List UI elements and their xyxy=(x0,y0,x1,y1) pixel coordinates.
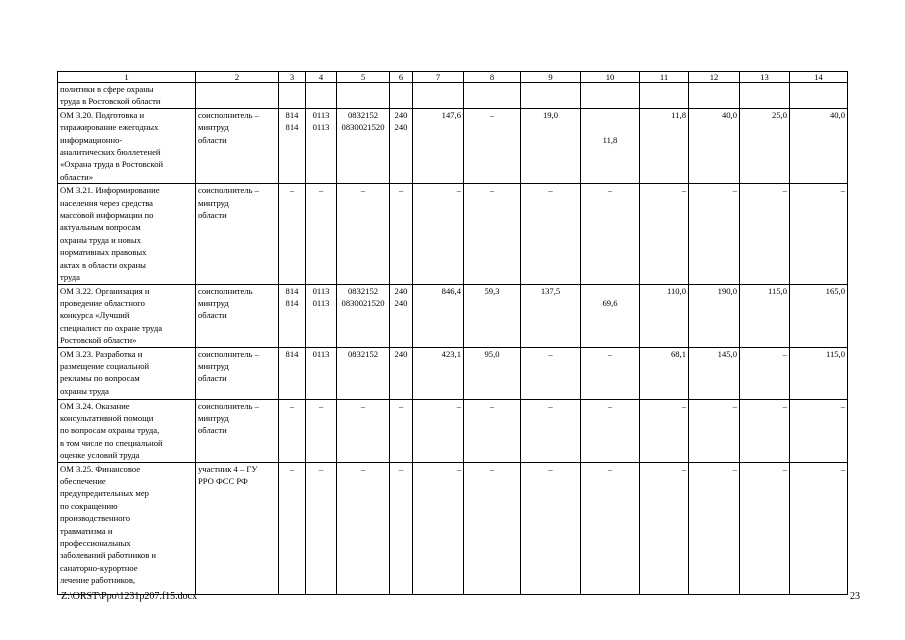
header-cell: 8 xyxy=(464,72,521,83)
header-cell: 6 xyxy=(390,72,413,83)
table-cell: – xyxy=(464,399,521,462)
table-cell: 137,5 xyxy=(521,284,581,347)
table-row xyxy=(58,83,848,109)
header-cell: 5 xyxy=(337,72,390,83)
table-cell: – xyxy=(689,184,740,284)
table-cell: – xyxy=(390,184,413,284)
table-cell: 165,0 xyxy=(790,284,848,347)
table-cell: 240 240 xyxy=(390,108,413,183)
table-cell: 814 814 xyxy=(279,108,306,183)
table-cell: 147,6 xyxy=(413,108,464,183)
table-cell: ОМ 3.24. Оказание консультативной помощи по вопросам охраны труда, в том числе по специальной оценке условий труда xyxy=(58,399,196,462)
table-cell: 846,4 xyxy=(413,284,464,347)
table-cell: ОМ 3.23. Разработка и размещение социальной рекламы по вопросам охраны труда xyxy=(58,347,196,399)
table-cell: – xyxy=(337,462,390,594)
table-cell: ОМ 3.20. Подготовка и тиражирование ежегодных информационно- аналитических бюллетеней «Охрана труда в Ростовской области» xyxy=(58,108,196,183)
table-cell: соисполнитель – минтруд области xyxy=(196,399,279,462)
table-cell xyxy=(689,83,740,109)
table-cell: 0832152 xyxy=(337,347,390,399)
table-cell: – xyxy=(464,108,521,183)
table-cell xyxy=(413,83,464,109)
table-cell xyxy=(740,83,790,109)
header-cell: 4 xyxy=(306,72,337,83)
table-cell xyxy=(790,83,848,109)
table-cell: – xyxy=(740,184,790,284)
table-cell: 0113 xyxy=(306,347,337,399)
header-cell: 7 xyxy=(413,72,464,83)
table-cell: соисполнитель – минтруд области xyxy=(196,108,279,183)
table-cell: 115,0 xyxy=(790,347,848,399)
program-table xyxy=(57,71,848,595)
table-cell: – xyxy=(390,399,413,462)
table-cell: 95,0 xyxy=(464,347,521,399)
table-cell: – xyxy=(521,462,581,594)
table-cell: – xyxy=(790,462,848,594)
table-row xyxy=(58,108,848,183)
table-cell xyxy=(640,83,689,109)
table-cell: 69,6 xyxy=(581,284,640,347)
table-cell: – xyxy=(413,462,464,594)
table-cell xyxy=(521,83,581,109)
table-cell: – xyxy=(581,184,640,284)
table-cell: – xyxy=(279,399,306,462)
table-cell: – xyxy=(581,462,640,594)
table-cell: ОМ 3.22. Организация и проведение областного конкурса «Лучший специалист по охране труда Ростовской области» xyxy=(58,284,196,347)
table-cell: – xyxy=(306,462,337,594)
table-cell xyxy=(306,83,337,109)
table-cell: 25,0 xyxy=(740,108,790,183)
table-cell: политики в сфере охраны труда в Ростовской области xyxy=(58,83,196,109)
table-cell xyxy=(390,83,413,109)
table-row xyxy=(58,184,848,284)
table-cell: – xyxy=(689,462,740,594)
table-cell xyxy=(337,83,390,109)
header-cell: 1 xyxy=(58,72,196,83)
table-cell: – xyxy=(740,347,790,399)
table-cell: – xyxy=(740,399,790,462)
table-cell: – xyxy=(740,462,790,594)
table-cell: – xyxy=(390,462,413,594)
header-cell: 12 xyxy=(689,72,740,83)
table-cell: – xyxy=(581,399,640,462)
table-cell: 240 240 xyxy=(390,284,413,347)
table-cell: ОМ 3.25. Финансовое обеспечение предупредительных мер по сокращению производственного травматизма и профессиональных заболеваний работников и санаторно-курортное лечение работников, xyxy=(58,462,196,594)
table-cell: – xyxy=(306,184,337,284)
table-cell: – xyxy=(640,184,689,284)
table-cell: – xyxy=(464,462,521,594)
table-cell: 814 xyxy=(279,347,306,399)
header-cell: 2 xyxy=(196,72,279,83)
table-row xyxy=(58,399,848,462)
table-cell xyxy=(581,83,640,109)
header-cell: 3 xyxy=(279,72,306,83)
table-cell: – xyxy=(581,347,640,399)
table-cell: – xyxy=(689,399,740,462)
table-row xyxy=(58,284,848,347)
table-cell: – xyxy=(521,184,581,284)
table-cell: 190,0 xyxy=(689,284,740,347)
table-cell: 145,0 xyxy=(689,347,740,399)
table-cell: – xyxy=(521,347,581,399)
table-body xyxy=(58,83,848,595)
table-cell: – xyxy=(337,399,390,462)
table-cell: – xyxy=(790,399,848,462)
table-cell: 11,8 xyxy=(581,108,640,183)
table-cell: – xyxy=(337,184,390,284)
table-cell: – xyxy=(279,462,306,594)
table-cell: 423,1 xyxy=(413,347,464,399)
header-cell: 13 xyxy=(740,72,790,83)
table-cell: 11,8 xyxy=(640,108,689,183)
footer-file-path: Z:\ORST\Ppo\1231p207.f15.docx xyxy=(61,591,198,602)
table-cell: 19,0 xyxy=(521,108,581,183)
table-cell: 40,0 xyxy=(790,108,848,183)
table-cell: участник 4 – ГУ РРО ФСС РФ xyxy=(196,462,279,594)
table-cell: 814 814 xyxy=(279,284,306,347)
table-cell: – xyxy=(413,184,464,284)
header-cell: 11 xyxy=(640,72,689,83)
table-cell: 40,0 xyxy=(689,108,740,183)
header-cell: 9 xyxy=(521,72,581,83)
table-cell: 0113 0113 xyxy=(306,284,337,347)
footer-page-number: 23 xyxy=(850,591,860,602)
table-cell xyxy=(196,83,279,109)
table-cell: – xyxy=(790,184,848,284)
table-cell xyxy=(464,83,521,109)
table-cell: – xyxy=(306,399,337,462)
table-cell: 0832152 0830021520 xyxy=(337,108,390,183)
table-cell: – xyxy=(464,184,521,284)
table-cell: соисполнитель – минтруд области xyxy=(196,184,279,284)
table-cell: 115,0 xyxy=(740,284,790,347)
table-cell: 68,1 xyxy=(640,347,689,399)
table-row xyxy=(58,462,848,594)
table-cell: соисполнитель минтруд области xyxy=(196,284,279,347)
table-cell: ОМ 3.21. Информирование населения через средства массовой информации по актуальным вопросам охраны труда и новых нормативных правовых актах в области охраны труда xyxy=(58,184,196,284)
table-cell: 59,3 xyxy=(464,284,521,347)
table-cell: – xyxy=(413,399,464,462)
table-cell: – xyxy=(640,462,689,594)
table-cell xyxy=(279,83,306,109)
header-cell: 14 xyxy=(790,72,848,83)
table-cell: 0832152 0830021520 xyxy=(337,284,390,347)
header-cell: 10 xyxy=(581,72,640,83)
table-cell: – xyxy=(521,399,581,462)
header-row xyxy=(58,72,848,83)
table-cell: 0113 0113 xyxy=(306,108,337,183)
table-cell: 110,0 xyxy=(640,284,689,347)
table-row xyxy=(58,347,848,399)
table-cell: соисполнитель – минтруд области xyxy=(196,347,279,399)
table-cell: – xyxy=(640,399,689,462)
table-cell: 240 xyxy=(390,347,413,399)
table-cell: – xyxy=(279,184,306,284)
